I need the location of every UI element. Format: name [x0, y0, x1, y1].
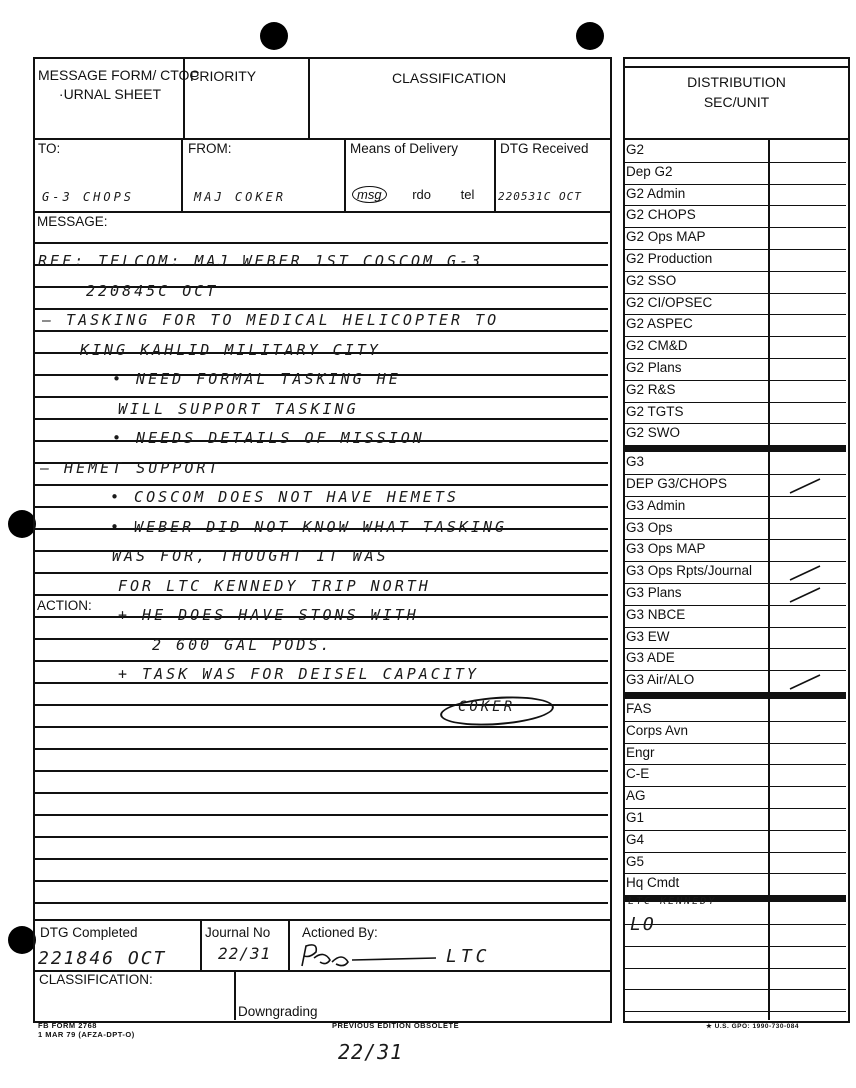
action-label: ACTION:	[37, 598, 95, 613]
distribution-rule	[625, 205, 846, 206]
ruled-line	[35, 770, 608, 772]
distribution-rule	[625, 1011, 846, 1012]
dtg-received-value: 220531C OCT	[498, 190, 582, 203]
distribution-title: DISTRIBUTION SEC/UNIT	[687, 74, 786, 110]
distribution-row[interactable]: G2 CM&D	[626, 338, 688, 354]
downgrading-label: Downgrading	[238, 1004, 318, 1019]
distribution-row[interactable]: G2 R&S	[626, 381, 676, 397]
from-label: FROM:	[188, 141, 232, 156]
distribution-row[interactable]: G2 SSO	[626, 272, 677, 288]
delivery-label: Means of Delivery	[350, 141, 459, 156]
punch-hole-bottom-left	[8, 926, 36, 954]
priority-label: PRIORITY	[190, 68, 257, 84]
ruled-line	[35, 660, 608, 662]
punch-hole-mid-left	[8, 510, 36, 538]
distribution-row[interactable]: Hq Cmdt	[626, 875, 680, 891]
ruled-line	[35, 484, 608, 486]
distribution-rule	[625, 830, 846, 831]
footer-form-number: FB FORM 2768 1 MAR 79 (AFZA-DPT-O)	[38, 1021, 135, 1039]
message-line: KING KAHLID MILITARY CITY	[80, 340, 381, 359]
distribution-rule	[625, 314, 846, 315]
dtg-received-label: DTG Received	[500, 141, 589, 156]
delivery-tel-option[interactable]: tel	[460, 187, 475, 202]
distribution-row[interactable]: G4	[626, 831, 645, 847]
distribution-row[interactable]: Engr	[626, 744, 655, 760]
message-line: + HE DOES HAVE STONS WITH	[118, 606, 419, 624]
message-line: 2 600 GAL PODS.	[152, 635, 333, 654]
actioned-by-label: Actioned By:	[302, 925, 378, 940]
from-value: MAJ COKER	[194, 190, 287, 204]
actioned-by-signature	[296, 940, 446, 970]
distribution-row[interactable]: G3 Ops	[626, 519, 673, 535]
distribution-row[interactable]: FAS	[626, 701, 652, 716]
classification-label: CLASSIFICATION	[392, 70, 507, 86]
check-mark-icon	[786, 562, 826, 582]
form-title: MESSAGE FORM/ CTOC ·URNAL SHEET	[38, 67, 200, 102]
distribution-row[interactable]: G2 Plans	[626, 360, 682, 375]
to-value: G-3 CHOPS	[42, 190, 135, 204]
to-label: TO:	[38, 141, 61, 156]
message-line: 220845C OCT	[86, 281, 219, 300]
distribution-row[interactable]: G2 CI/OPSEC	[626, 294, 713, 310]
delivery-rdo-option[interactable]: rdo	[412, 187, 431, 202]
distribution-row[interactable]: G2 Production	[626, 251, 713, 266]
check-mark-icon	[786, 584, 826, 604]
distribution-row[interactable]: G3	[626, 454, 645, 470]
distribution-row[interactable]: G2 CHOPS	[626, 207, 696, 223]
distribution-rule	[625, 764, 846, 765]
extra-row-1: LTC KENNEDY	[628, 896, 717, 907]
ruled-line	[35, 792, 608, 794]
distribution-row[interactable]: G1	[626, 810, 645, 825]
actioned-by-value: LTC	[446, 946, 491, 967]
message-label: MESSAGE:	[37, 214, 108, 229]
distribution-row[interactable]: Corps Avn	[626, 722, 689, 738]
ruled-line	[35, 726, 608, 728]
ruled-line	[35, 330, 608, 332]
footer-edition: PREVIOUS EDITION OBSOLETE	[332, 1021, 460, 1030]
check-mark-icon	[786, 475, 826, 495]
ruled-line	[35, 396, 608, 398]
distribution-rule	[625, 946, 846, 947]
distribution-rule	[625, 924, 846, 925]
distribution-rule	[625, 743, 846, 744]
ruled-line	[35, 418, 608, 420]
delivery-options	[352, 186, 492, 203]
distribution-rule	[625, 968, 846, 969]
distribution-rule	[625, 852, 846, 853]
check-mark-icon	[786, 671, 826, 691]
distribution-row[interactable]: G2 Ops MAP	[626, 229, 706, 245]
distribution-row[interactable]: AG	[626, 788, 646, 804]
distribution-row[interactable]: G3 Ops MAP	[626, 541, 706, 557]
distribution-row[interactable]: G3 EW	[626, 628, 670, 644]
distribution-row[interactable]: DEP G3/CHOPS	[626, 476, 728, 491]
group-separator	[625, 445, 846, 452]
distribution-rule	[625, 786, 846, 787]
distribution-row[interactable]: G2	[626, 142, 645, 157]
distribution-rule	[625, 358, 846, 359]
distribution-rule	[625, 249, 846, 250]
distribution-row[interactable]: Dep G2	[626, 163, 673, 179]
message-line: + TASK WAS FOR DEISEL CAPACITY	[118, 665, 479, 683]
message-line: FOR LTC KENNEDY TRIP NORTH	[118, 576, 431, 595]
message-line: – HEMET SUPPORT	[40, 458, 221, 477]
distribution-row[interactable]: G2 SWO	[626, 425, 681, 441]
distribution-rule	[625, 227, 846, 228]
distribution-rule	[625, 539, 846, 540]
distribution-row[interactable]: G3 NBCE	[626, 606, 686, 622]
message-line: WILL SUPPORT TASKING	[118, 399, 359, 418]
ruled-line	[35, 506, 608, 508]
ruled-line	[35, 748, 608, 750]
distribution-row[interactable]: G3 Admin	[626, 497, 686, 513]
punch-hole-top-left	[260, 22, 288, 50]
dtg-completed-label: DTG Completed	[40, 925, 138, 940]
distribution-row[interactable]: G3 Ops Rpts/Journal	[626, 563, 753, 579]
ruled-line	[35, 858, 608, 860]
message-line: REF: TELCOM: MAJ WEBER 1ST COSCOM G-3	[38, 252, 484, 270]
message-line: WAS FOR, THOUGHT IT WAS	[112, 547, 389, 565]
distribution-rule	[625, 648, 846, 649]
distribution-row[interactable]: C-E	[626, 766, 650, 782]
group-separator	[625, 692, 846, 699]
message-line: • WEBER DID NOT KNOW WHAT TASKING	[110, 517, 508, 536]
distribution-row[interactable]: G2 Admin	[626, 185, 686, 201]
distribution-row[interactable]: G5	[626, 853, 645, 869]
ruled-line	[35, 902, 608, 904]
footer-gpo: ★ U.S. GPO: 1990-730-084	[706, 1023, 799, 1030]
distribution-row[interactable]: G2 ASPEC	[626, 316, 693, 332]
distribution-rule	[625, 873, 846, 874]
extra-row-2: LO	[630, 914, 656, 935]
page-number: 22/31	[338, 1040, 404, 1064]
message-line: – TASKING FOR TO MEDICAL HELICOPTER TO	[42, 311, 500, 329]
message-line: • NEED FORMAL TASKING HE	[112, 370, 401, 388]
distribution-row[interactable]: G3 Air/ALO	[626, 672, 695, 688]
ruled-line	[35, 814, 608, 816]
distribution-row[interactable]: G3 ADE	[626, 650, 675, 666]
ruled-line	[35, 308, 608, 310]
ruled-line	[35, 242, 608, 244]
ruled-line	[35, 836, 608, 838]
distribution-row[interactable]: G2 TGTS	[626, 403, 684, 419]
ruled-line	[35, 572, 608, 574]
signature: COKER	[458, 699, 516, 715]
message-line: • NEEDS DETAILS OF MISSION	[112, 429, 425, 447]
punch-hole-top-right	[576, 22, 604, 50]
distribution-rule	[625, 423, 846, 424]
classification-bottom-label: CLASSIFICATION:	[39, 972, 153, 987]
journal-no-label: Journal No	[205, 925, 271, 940]
distribution-rule	[625, 336, 846, 337]
ruled-line	[35, 880, 608, 882]
journal-no-value: 22/31	[218, 944, 272, 963]
message-line: • COSCOM DOES NOT HAVE HEMETS	[110, 488, 459, 506]
distribution-rule	[625, 808, 846, 809]
delivery-msg-option[interactable]: msg	[352, 186, 387, 203]
dtg-completed-value: 221846 OCT	[38, 948, 167, 969]
distribution-rule	[625, 989, 846, 990]
distribution-row[interactable]: G3 Plans	[626, 585, 682, 600]
